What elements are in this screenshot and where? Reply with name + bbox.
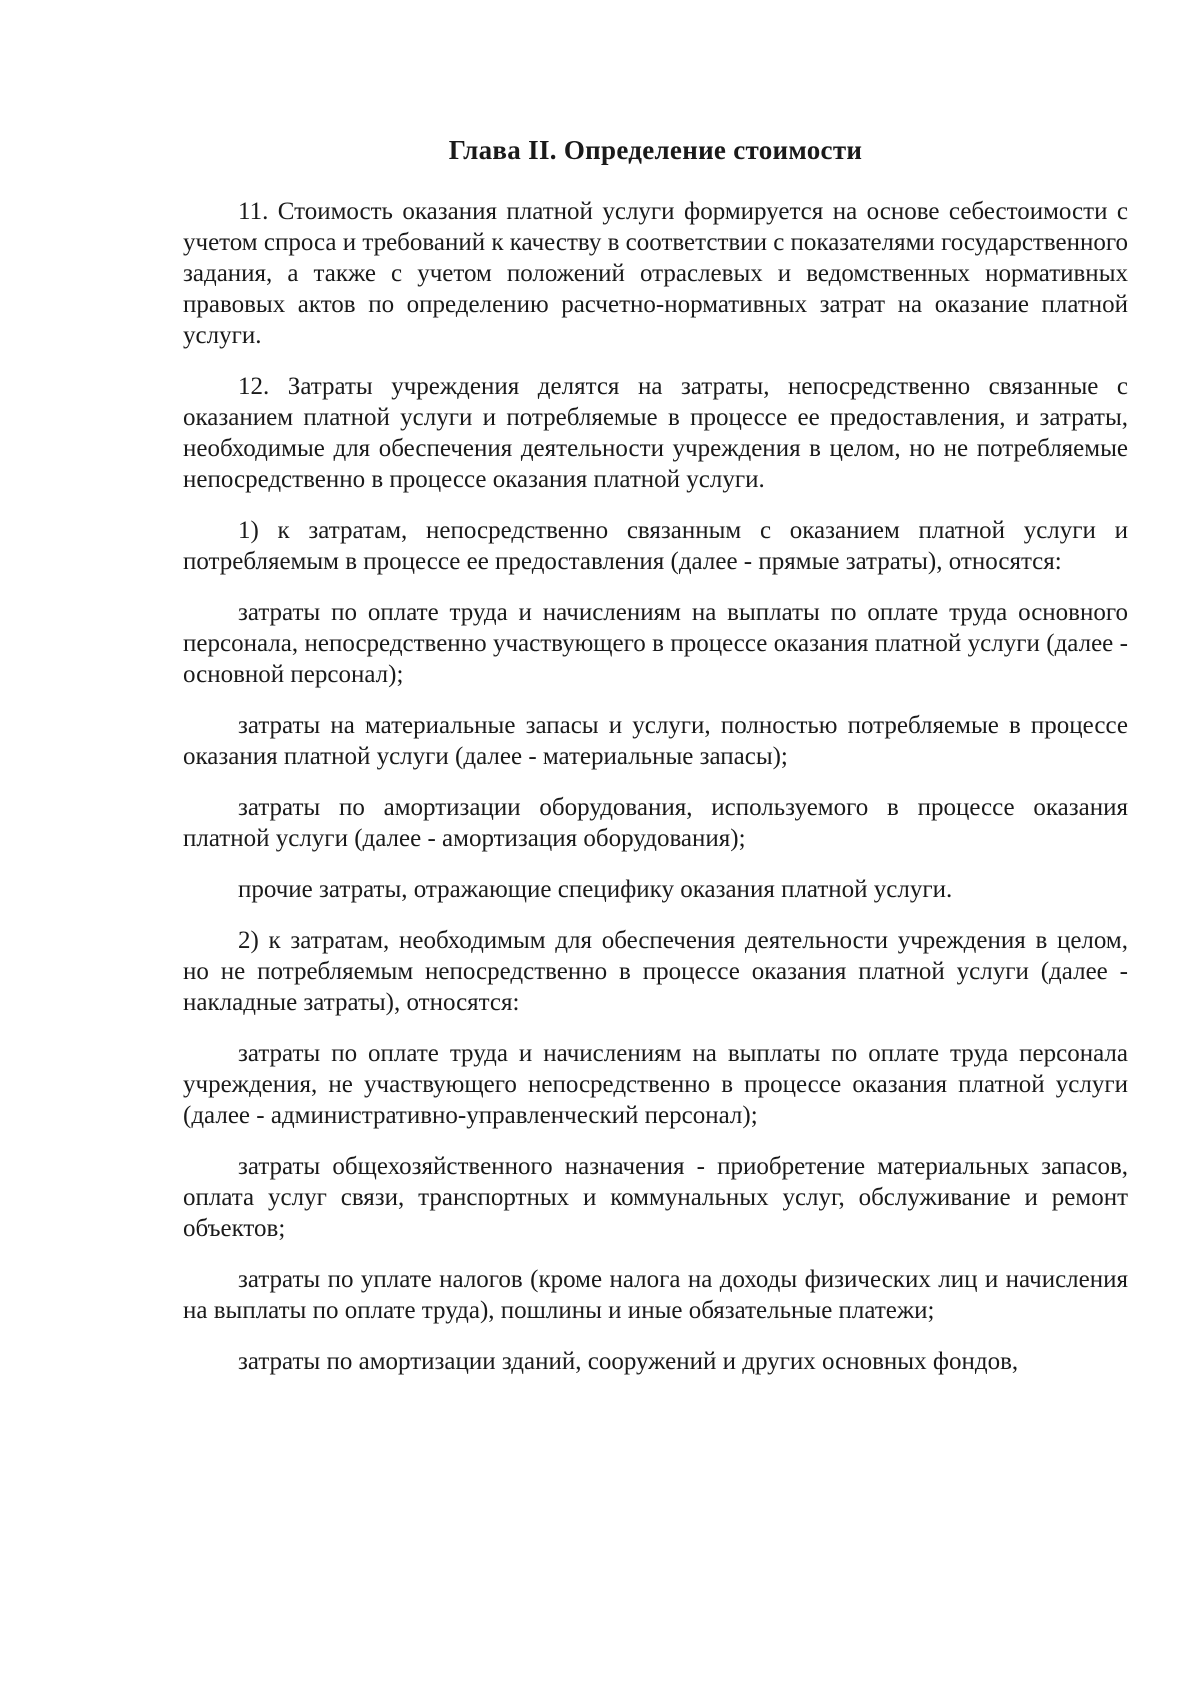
document-body [183, 130, 1128, 1397]
paragraph-11: 11. Стоимость оказания платной услуги формируется на основе себестоимости с учетом спроса и требований к качеству в соответствии с показателями государственного задания, а также с учетом положений отраслевых и ведомственных нормативных правовых актов по определению расчетно-нормативных затрат на оказание платной услуги. [183, 198, 1128, 349]
paragraph-equipment-depreciation: затраты по амортизации оборудования, используемого в процессе оказания платной услуги (далее - амортизация оборудования); [183, 794, 1128, 852]
paragraph-other-costs: прочие затраты, отражающие специфику оказания платной услуги. [238, 876, 953, 903]
paragraph-material-costs: затраты на материальные запасы и услуги, полностью потребляемые в процессе оказания платной услуги (далее - материальные запасы); [183, 712, 1128, 770]
paragraph-12: 12. Затраты учреждения делятся на затраты, непосредственно связанные с оказанием платной услуги и потребляемые в процессе ее предоставления, и затраты, необходимые для обеспечения деятельности учреждения в целом, но не потребляемые непосредственно в процессе оказания платной услуги. [183, 373, 1128, 493]
list-item-direct-costs: 1) к затратам, непосредственно связанным с оказанием платной услуги и потребляемым в процессе ее предоставления (далее - прямые затраты), относятся: [183, 517, 1128, 575]
paragraph-building-depreciation: затраты по амортизации зданий, сооружений и других основных фондов, [238, 1348, 1019, 1375]
paragraph-labor-costs-main: затраты по оплате труда и начислениям на выплаты по оплате труда основного персонала, непосредственно участвующего в процессе оказания платной услуги (далее - основной персонал); [183, 599, 1128, 688]
paragraph-general-costs: затраты общехозяйственного назначения - приобретение материальных запасов, оплата услуг связи, транспортных и коммунальных услуг, обслуживание и ремонт объектов; [183, 1153, 1128, 1242]
paragraph-labor-costs-admin: затраты по оплате труда и начислениям на выплаты по оплате труда персонала учреждения, не участвующего непосредственно в процессе оказания платной услуги (далее - административно-управленческий персонал); [183, 1040, 1128, 1129]
chapter-title: Глава II. Определение стоимости [448, 135, 863, 165]
list-item-overhead-costs: 2) к затратам, необходимым для обеспечения деятельности учреждения в целом, но не потребляемым непосредственно в процессе оказания платной услуги (далее - накладные затраты), относятся: [183, 927, 1128, 1016]
paragraph-tax-costs: затраты по уплате налогов (кроме налога на доходы физических лиц и начисления на выплаты по оплате труда), пошлины и иные обязательные платежи; [183, 1266, 1128, 1324]
